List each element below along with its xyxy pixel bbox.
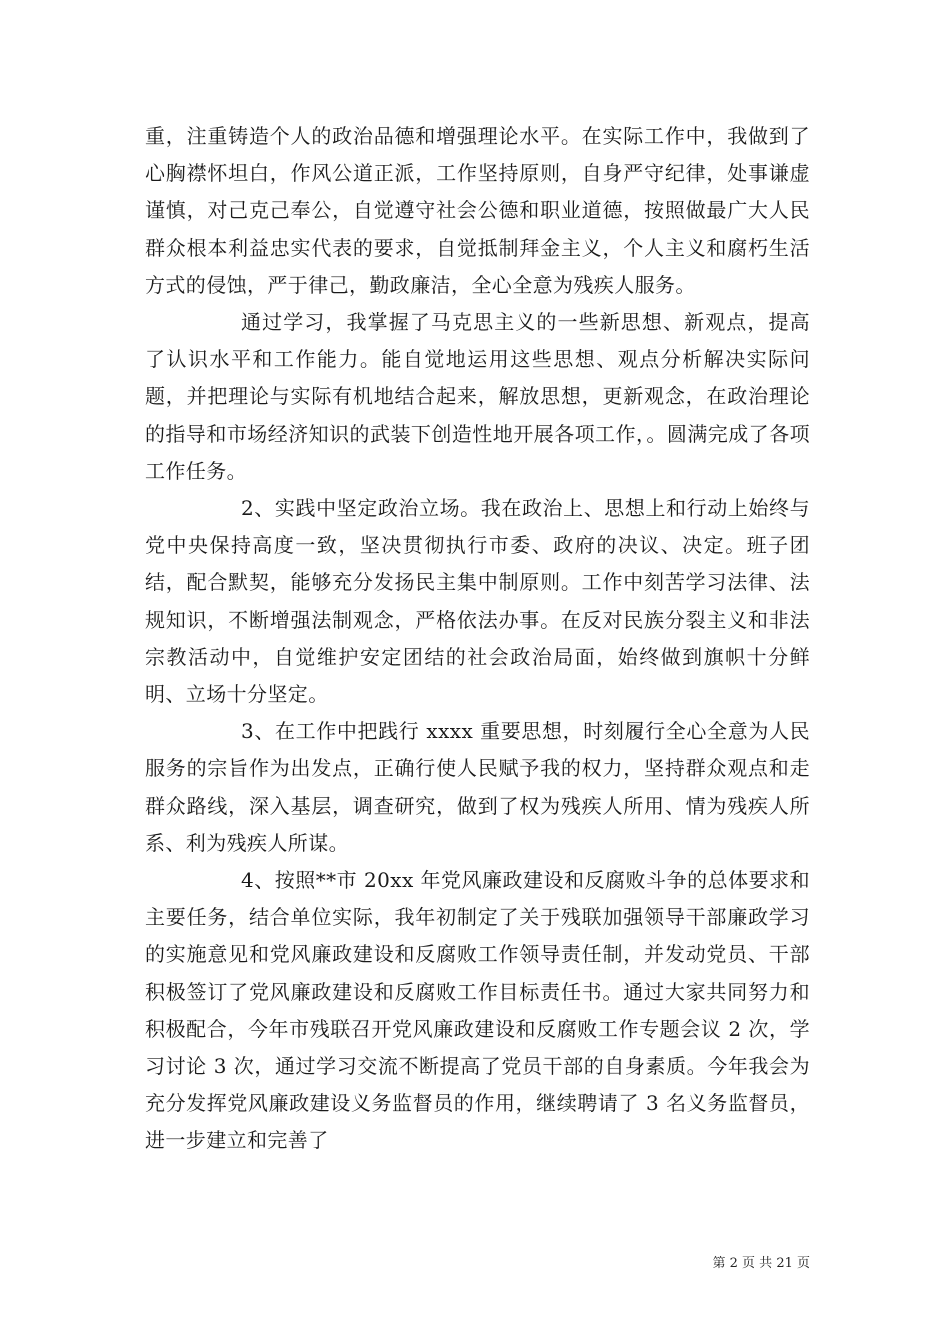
paragraph-3: 2、实践中坚定政治立场。我在政治上、思想上和行动上始终与党中央保持高度一致，坚决贯彻执行市委、政府的决议、决定。班子团结，配合默契，能够充分发扬民主集中制原则。工作中刻苦学习法律、法规知识，不断增强法制观念，严格依法办事。在反对民族分裂主义和非法宗教活动中，自觉维护安定团结的社会政治局面，始终做到旗帜十分鲜明、立场十分坚定。 [145, 496, 810, 707]
paragraph-1: 重，注重铸造个人的政治品德和增强理论水平。在实际工作中，我做到了心胸襟怀坦白，作风公道正派，工作坚持原则，自身严守纪律，处事谦虚谨慎，对己克己奉公，自觉遵守社会公德和职业道德，按照做最广大人民群众根本利益忠实代表的要求，自觉抵制拜金主义，个人主义和腐朽生活方式的侵蚀，严于律己，勤政廉洁，全心全意为残疾人服务。 [145, 124, 810, 297]
document-body [145, 118, 810, 1160]
paragraph-4: 3、在工作中把践行 xxxx 重要思想，时刻履行全心全意为人民服务的宗旨作为出发点，正确行使人民赋予我的权力，坚持群众观点和走群众路线，深入基层，调查研究，做到了权为残疾人所用、情为残疾人所系、利为残疾人所谋。 [145, 719, 810, 855]
paragraph-5: 4、按照**市 20xx 年党风廉政建设和反腐败斗争的总体要求和主要任务，结合单位实际，我年初制定了关于残联加强领导干部廉政学习的实施意见和党风廉政建设和反腐败工作领导责任制，并发动党员、干部积极签订了党风廉政建设和反腐败工作目标责任书。通过大家共同努力和积极配合，今年市残联召开党风廉政建设和反腐败工作专题会议 2 次，学习讨论 3 次，通过学习交流不断提高了党员干部的自身素质。今年我会为充分发挥党风廉政建设义务监督员的作用，继续聘请了 3 名义务监督员，进一步建立和完善了 [145, 868, 810, 1153]
page-number: 第 2 页 共 21 页 [712, 1256, 810, 1271]
paragraph-2: 通过学习，我掌握了马克思主义的一些新思想、新观点，提高了认识水平和工作能力。能自觉地运用这些思想、观点分析解决实际问题，并把理论与实际有机地结合起来，解放思想，更新观念，在政治理论的指导和市场经济知识的武装下创造性地开展各项工作，。圆满完成了各项工作任务。 [145, 310, 810, 483]
